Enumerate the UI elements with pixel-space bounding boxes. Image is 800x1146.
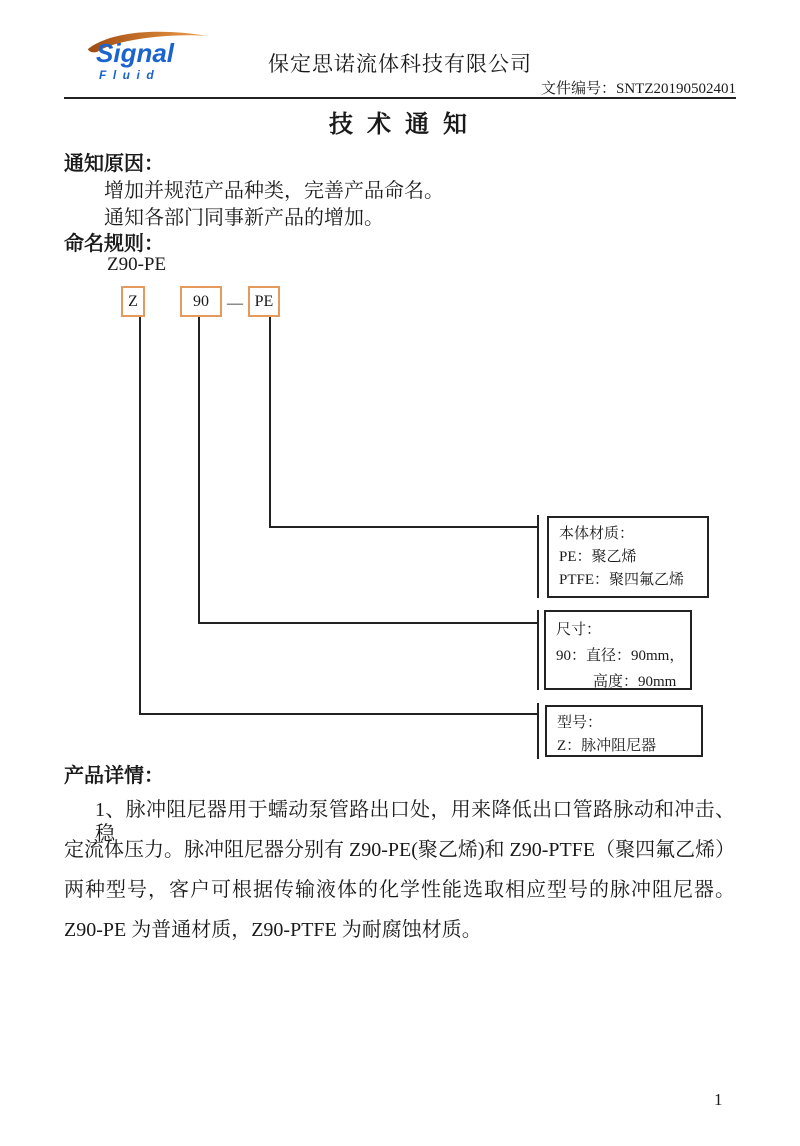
connector-line-90-horizontal xyxy=(198,622,539,624)
code-box-z: Z xyxy=(121,286,145,317)
annotation-line: 本体材质： xyxy=(559,526,635,542)
details-paragraph-line: Z90-PE 为普通材质，Z90-PTFE 为耐腐蚀材质。 xyxy=(64,919,482,941)
page-title: 技 术 通 知 xyxy=(329,112,471,138)
annotation-line: PTFE：聚四氟乙烯 xyxy=(559,572,685,588)
company-name: 保定思诺流体科技有限公司 xyxy=(268,52,532,76)
code-box-pe: PE xyxy=(248,286,280,317)
reason-line: 通知各部门同事新产品的增加。 xyxy=(104,207,384,229)
naming-rule-heading: 命名规则： xyxy=(64,233,164,255)
header-divider xyxy=(64,97,736,99)
annotation-box-model xyxy=(545,705,703,757)
document-number-value: SNTZ20190502401 xyxy=(616,81,736,97)
connector-line-90-vertical xyxy=(198,317,200,624)
details-heading: 产品详情： xyxy=(64,765,164,787)
reason-line: 增加并规范产品种类，完善产品命名。 xyxy=(104,180,444,202)
annotation-line: 尺寸： xyxy=(556,622,602,638)
annotation-box-size xyxy=(544,610,692,690)
document-number-label: 文件编号： xyxy=(540,81,616,97)
details-paragraph-line: 两种型号，客户可根据传输液体的化学性能选取相应型号的脉冲阻尼器。 xyxy=(64,879,735,901)
annotation-line: PE：聚乙烯 xyxy=(559,549,637,565)
details-paragraph-line: 定流体压力。脉冲阻尼器分别有 Z90-PE(聚乙烯)和 Z90-PTFE（聚四氟乙烯） xyxy=(64,839,736,861)
annotation-line: 90：直径：90mm， xyxy=(556,648,685,664)
connector-tick-model xyxy=(537,703,539,759)
page-number: 1 xyxy=(714,1090,723,1109)
naming-example-code: Z90-PE xyxy=(107,254,167,275)
connector-line-z-horizontal xyxy=(139,713,539,715)
connector-tick-size xyxy=(537,610,539,690)
connector-line-pe-vertical xyxy=(269,317,271,528)
reason-heading: 通知原因： xyxy=(64,153,164,175)
connector-line-z-vertical xyxy=(139,317,141,715)
annotation-line: 高度：90mm xyxy=(593,674,677,690)
annotation-line: 型号： xyxy=(557,715,603,731)
connector-line-pe-horizontal xyxy=(269,526,539,528)
annotation-line: Z：脉冲阻尼器 xyxy=(557,738,657,754)
annotation-box-material xyxy=(547,516,709,598)
logo-fluid-text: Fluid xyxy=(99,68,161,82)
code-separator-dash: — xyxy=(227,295,243,312)
connector-tick-material xyxy=(537,515,539,598)
document-number xyxy=(541,77,736,98)
details-paragraph-line: 1、脉冲阻尼器用于蠕动泵管路出口处，用来降低出口管路脉动和冲击、稳 xyxy=(95,799,735,845)
logo-signal-text: Signal xyxy=(96,38,175,68)
code-box-90: 90 xyxy=(180,286,222,317)
